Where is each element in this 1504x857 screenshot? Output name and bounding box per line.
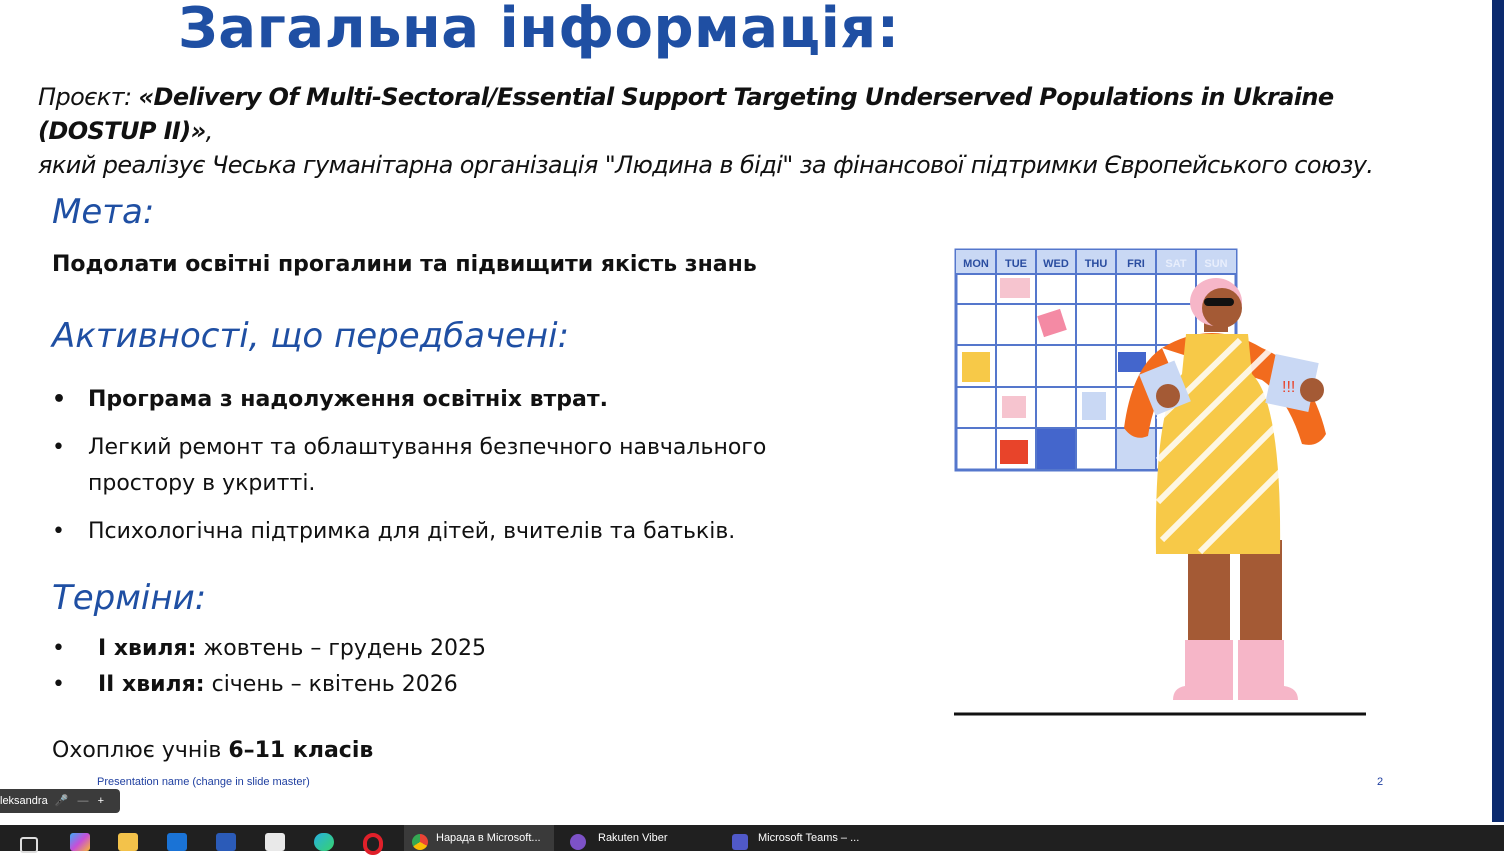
teams-icon <box>732 834 748 850</box>
calendar-illustration <box>940 240 1380 730</box>
calendar-day-sun: SUN <box>1204 258 1228 270</box>
taskbar-app-viber[interactable]: Rakuten Viber <box>566 825 716 851</box>
goal-text: Подолати освітні прогалини та підвищити якість знань <box>52 252 757 277</box>
edge-icon[interactable] <box>314 833 334 851</box>
covers-text: Охоплює учнів 6–11 класів <box>52 738 374 763</box>
page-number: 2 <box>1377 776 1384 788</box>
bullet-icon: • <box>52 435 65 460</box>
activities-heading: Активності, що передбачені: <box>52 316 570 356</box>
project-name: «Delivery Of Multi-Sectoral/Essential Support Targeting Underserved Populations in Ukraine (DOSTUP II)» <box>38 83 1334 145</box>
list-item: • II хвиля: січень – квітень 2026 <box>52 668 486 704</box>
slide-edge-bar <box>1488 0 1504 822</box>
taskbar-app-teams[interactable]: Microsoft Teams – ... <box>728 825 888 851</box>
svg-text:!!!: !!! <box>1282 379 1296 396</box>
project-description <box>38 80 1458 182</box>
project-prefix: Проєкт: <box>38 83 139 111</box>
bullet-icon: • <box>52 672 65 697</box>
list-item: • Програма з надолуження освітніх втрат. <box>52 382 832 418</box>
calendar-day-mon: MON <box>963 258 989 270</box>
calendar-day-tue: TUE <box>1005 258 1027 270</box>
store-icon[interactable] <box>265 833 285 851</box>
mic-icon[interactable]: 🎤 <box>54 795 69 807</box>
project-suffix: , <box>205 117 213 145</box>
calendar-day-thu: THU <box>1084 258 1108 270</box>
calendar-day-sat: SAT <box>1165 258 1187 270</box>
list-item: • Легкий ремонт та облаштування безпечного навчального простору в укритті. <box>52 430 828 502</box>
save-icon[interactable] <box>216 833 236 851</box>
minimize-button[interactable]: — <box>77 795 89 807</box>
waves-list <box>52 632 486 704</box>
list-item: • I хвиля: жовтень – грудень 2025 <box>52 632 486 668</box>
taskbar-app-chrome[interactable]: Нарада в Microsoft... <box>404 825 554 851</box>
bullet-icon: • <box>52 636 65 661</box>
activities-list <box>52 382 832 562</box>
project-line-2: який реалізує Чеська гуманітарна організація "Людина в біді" за фінансової підтримки Європейського союзу. <box>38 151 1374 179</box>
viber-icon <box>570 834 586 850</box>
presenter-name: leksandra <box>0 795 48 807</box>
calendar-day-wed: WED <box>1043 258 1069 270</box>
file-explorer-icon[interactable] <box>118 833 138 851</box>
bullet-icon: • <box>52 387 67 412</box>
goal-heading: Мета: <box>52 192 155 232</box>
outlook-icon[interactable] <box>167 833 187 851</box>
copilot-icon[interactable] <box>70 833 90 851</box>
bullet-icon: • <box>52 519 65 544</box>
opera-icon[interactable] <box>363 833 383 855</box>
list-item: • Психологічна підтримка для дітей, вчителів та батьків. <box>52 514 832 550</box>
presenter-badge[interactable] <box>0 789 120 813</box>
calendar-day-fri: FRI <box>1127 258 1145 270</box>
terms-heading: Терміни: <box>52 578 207 618</box>
footer-presentation-name: Presentation name (change in slide master) <box>97 776 310 788</box>
expand-button[interactable]: + <box>97 795 105 807</box>
taskbar <box>0 825 1504 851</box>
chrome-icon <box>412 834 428 850</box>
slide-title: Загальна інформація: <box>178 0 900 61</box>
